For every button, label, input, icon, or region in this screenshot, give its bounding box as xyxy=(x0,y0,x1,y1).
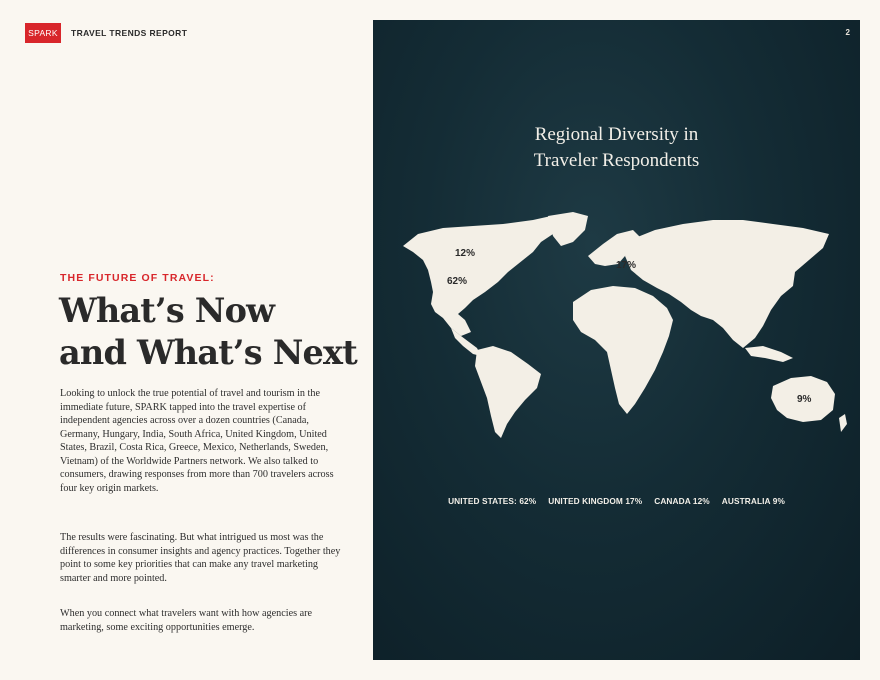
world-map xyxy=(373,20,860,660)
headline-line-2: and What’s Next xyxy=(59,333,357,372)
map-label-united-states: 62% xyxy=(447,276,468,287)
page-header xyxy=(25,23,187,43)
map-label-canada: 12% xyxy=(455,248,476,259)
legend-item: UNITED KINGDOM 17% xyxy=(548,496,643,506)
page-number: 2 xyxy=(845,28,850,37)
legend-item: CANADA 12% xyxy=(654,496,710,506)
indonesia-shape xyxy=(745,346,793,362)
report-title: TRAVEL TRENDS REPORT xyxy=(71,28,188,38)
headline-line-1: What’s Now xyxy=(59,291,275,330)
africa-shape xyxy=(573,286,673,414)
page-headline xyxy=(59,290,359,374)
legend-item: UNITED STATES: 62% xyxy=(448,496,537,506)
intro-paragraph-1: Looking to unlock the true potential of travel and tourism in the immediate future, SPARK tapped into the travel expertise of independent agencies across over a dozen countries (Canada, Germany, Hungary, India, South Africa, United Kingdom, United States, Brazil, Costa Rica, Greece, Mexico, Netherlands, Sweden, Vietnam) of the Worldwide Partners network. We also talked to consumers, drawing responses from more than 700 travelers across four key origin markets. xyxy=(60,388,334,494)
section-kicker: THE FUTURE OF TRAVEL: xyxy=(60,272,215,284)
map-label-australia: 9% xyxy=(797,394,812,405)
north-america-shape xyxy=(403,216,561,336)
map-legend xyxy=(373,496,860,506)
map-title-line-1: Regional Diversity in xyxy=(534,124,699,145)
intro-paragraph-2: The results were fascinating. But what intrigued us most was the differences in consumer insights and agency practices. Together they point to some key priorities that can make any travel marketing smarter and more pointed. xyxy=(60,532,341,584)
map-panel xyxy=(373,20,860,660)
new-zealand-shape xyxy=(839,414,847,432)
spark-logo: SPARK xyxy=(25,23,61,43)
map-title-line-2: Traveler Respondents xyxy=(533,150,700,171)
south-america-shape xyxy=(475,346,541,438)
legend-item: AUSTRALIA 9% xyxy=(721,496,785,506)
greenland-shape xyxy=(548,212,588,246)
intro-paragraph-3: When you connect what travelers want with how agencies are marketing, some exciting opportunities emerge. xyxy=(60,608,313,633)
map-label-united-kingdom: 17% xyxy=(616,260,637,271)
